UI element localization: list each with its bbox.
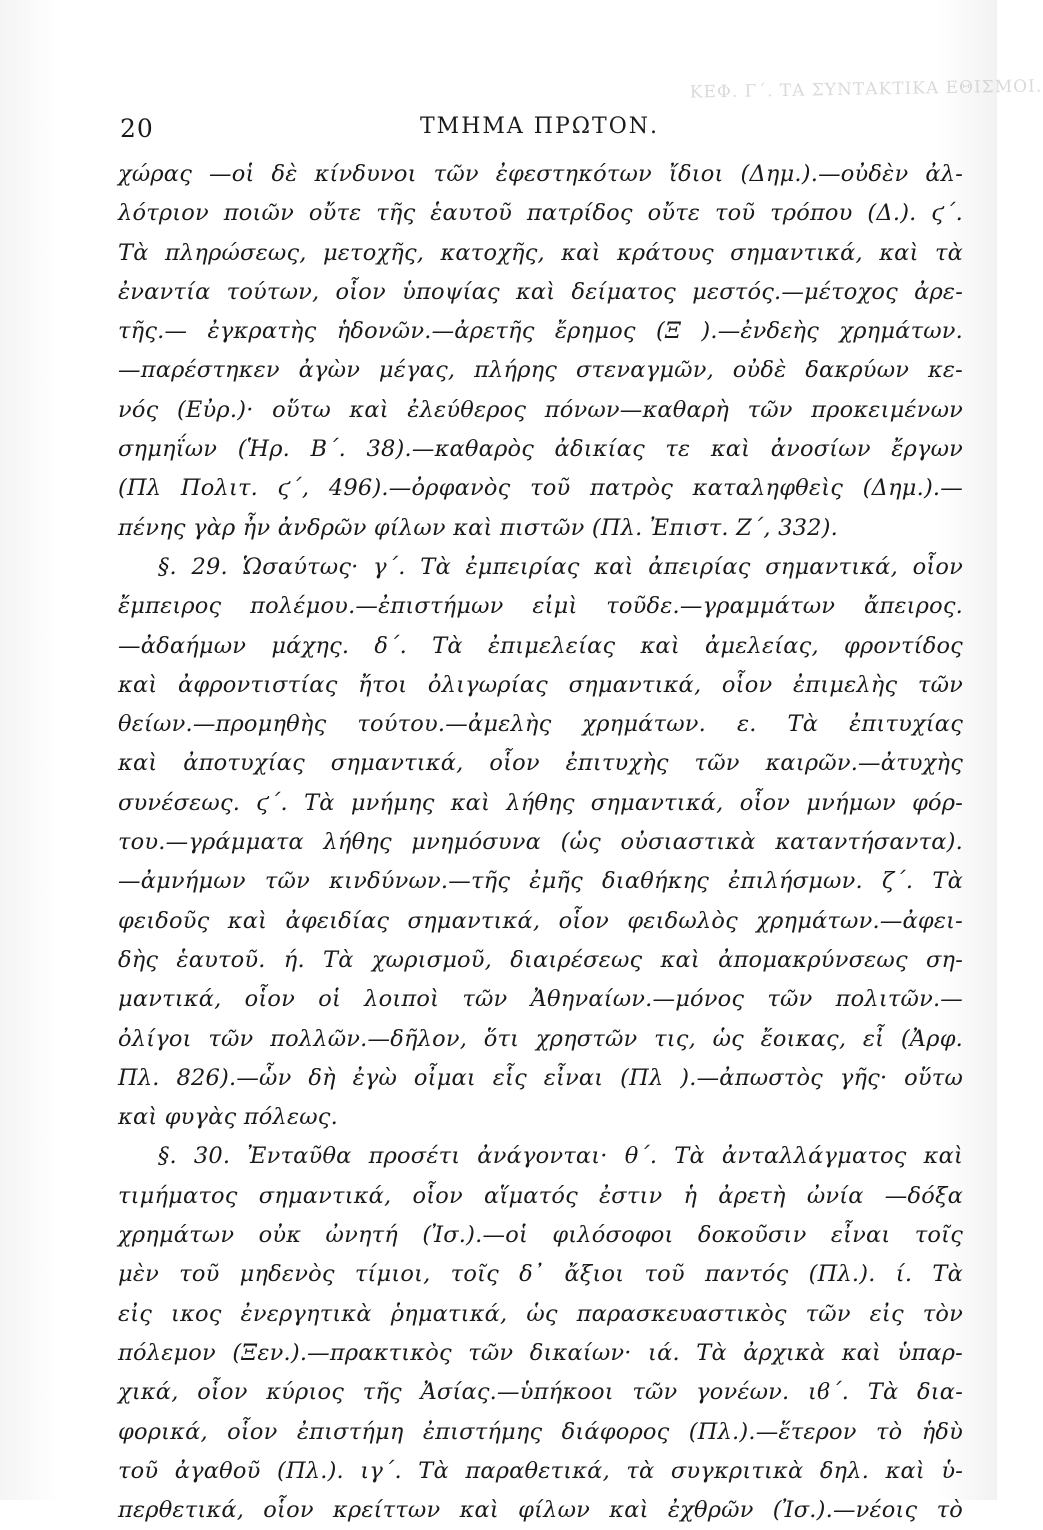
text-line: Πλ. 826).—ὧν δὴ ἐγὼ οἶμαι εἷς εἶναι (Πλ ).—ἀπωστὸς γῆς· οὕτω <box>118 1064 963 1091</box>
text-line: περθετικά, οἷον κρείττων καὶ φίλων καὶ ἐχθρῶν (Ἰσ.).—νέοις τὸ <box>118 1497 963 1524</box>
body-text <box>118 155 963 1530</box>
bleed-through-text: ΚΕΦ. Γ΄. ΤΑ ΣΥΝΤΑΚΤΙΚΑ ΕΘΙΣΜΟΙ. <box>689 76 1043 103</box>
text-line: χώρας —οἱ δὲ κίνδυνοι τῶν ἐφεστηκότων ἴδιοι (Δημ.).—οὐδὲν ἀλ- <box>118 161 963 187</box>
text-line: μὲν τοῦ μηδενὸς τίμιοι, τοῖς δ᾽ ἄξιοι τοῦ παντός (Πλ.). ί. Τὰ <box>118 1261 963 1288</box>
text-line: ὀλίγοι τῶν πολλῶν.—δῆλον, ὅτι χρηστῶν τις, ὡς ἔοικας, εἶ (Ἀρφ. <box>118 1025 963 1052</box>
text-line: πένης γὰρ ἦν ἀνδρῶν φίλων καὶ πιστῶν (Πλ. Ἐπιστ. Ζ΄, 332). <box>118 514 838 541</box>
text-line: του.—γράμματα λήθης μνημόσυνα (ὡς οὐσιαστικὰ καταντήσαντα). <box>118 829 963 856</box>
page-number: 20 <box>120 114 154 143</box>
text-line: φειδοῦς καὶ ἀφειδίας σημαντικά, οἷον φειδωλὸς χρημάτων.—ἀφει- <box>118 907 963 934</box>
text-line: καὶ ἀποτυχίας σημαντικά, οἷον ἐπιτυχὴς τῶν καιρῶν.—ἀτυχὴς <box>118 750 963 777</box>
text-line: φορικά, οἷον ἐπιστήμη ἐπιστήμης διάφορος (Πλ.).—ἕτερον τὸ ἡδὺ <box>118 1418 963 1445</box>
text-line: δὴς ἑαυτοῦ. ή. Τὰ χωρισμοῦ, διαιρέσεως καὶ ἀπομακρύνσεως ση- <box>118 946 963 973</box>
text-line: τοῦ ἀγαθοῦ (Πλ.). ιγ΄. Τὰ παραθετικά, τὰ συγκριτικὰ δηλ. καὶ ὑ- <box>118 1457 963 1484</box>
text-line: §. 29. Ὡσαύτως· γ΄. Τὰ ἐμπειρίας καὶ ἀπειρίας σημαντικά, οἷον <box>158 553 963 580</box>
text-line: εἰς ικος ἐνεργητικὰ ῥηματικά, ὡς παρασκευαστικὸς τῶν εἰς τὸν <box>118 1300 963 1327</box>
text-line: ἔμπειρος πολέμου.—ἐπιστήμων εἰμὶ τοῦδε.—γραμμάτων ἄπειρος. <box>118 593 963 620</box>
text-line: νός (Εὐρ.)· οὕτω καὶ ἐλεύθερος πόνων—καθαρὴ τῶν προκειμένων <box>118 396 963 423</box>
text-line: —ἀμνήμων τῶν κινδύνων.—τῆς ἐμῆς διαθήκης ἐπιλήσμων. ζ΄. Τὰ <box>118 868 963 895</box>
running-title: ΤΜΗΜΑ ΠΡΩΤΟΝ. <box>420 114 659 139</box>
text-line: τῆς.— ἐγκρατὴς ἡδονῶν.—ἀρετῆς ἔρημος (Ξ ).—ἐνδεὴς χρημάτων. <box>118 318 963 345</box>
text-line: (Πλ Πολιτ. ϛ΄, 496).—ὀρφανὸς τοῦ πατρὸς καταληφθεὶς (Δημ.).— <box>118 475 963 502</box>
text-line: καὶ φυγὰς πόλεως. <box>118 1104 338 1131</box>
text-line: τιμήματος σημαντικά, οἷον αἵματός ἐστιν ἡ ἀρετὴ ὠνία —δόξα <box>118 1182 963 1209</box>
text-line: Τὰ πληρώσεως, μετοχῆς, κατοχῆς, καὶ κράτους σημαντικά, καὶ τὰ <box>118 239 963 266</box>
text-line: θείων.—προμηθὴς τούτου.—ἀμελὴς χρημάτων. ε. Τὰ ἐπιτυχίας <box>118 711 963 738</box>
page-header <box>120 108 950 148</box>
text-line: καὶ ἀφροντιστίας ἤτοι ὀλιγωρίας σημαντικά, οἷον ἐπιμελὴς τῶν <box>118 671 963 698</box>
text-line: χρημάτων οὐκ ὠνητή (Ἰσ.).—οἱ φιλόσοφοι δοκοῦσιν εἶναι τοῖς <box>118 1222 963 1249</box>
text-line: —παρέστηκεν ἀγὼν μέγας, πλήρης στεναγμῶν, οὐδὲ δακρύων κε- <box>118 357 963 384</box>
text-line: μαντικά, οἷον οἱ λοιποὶ τῶν Ἀθηναίων.—μόνος τῶν πολιτῶν.— <box>118 986 963 1013</box>
text-line: §. 30. Ἐνταῦθα προσέτι ἀνάγονται· θ΄. Τὰ ἀνταλλάγματος καὶ <box>158 1143 963 1170</box>
text-line: πόλεμον (Ξεν.).—πρακτικὸς τῶν δικαίων· ιά. Τὰ ἀρχικὰ καὶ ὑπαρ- <box>118 1339 963 1366</box>
text-line: σημηΐων (Ἡρ. Β΄. 38).—καθαρὸς ἀδικίας τε καὶ ἀνοσίων ἔργων <box>118 436 963 463</box>
text-line: ἐναντία τούτων, οἷον ὑποψίας καὶ δείματος μεστός.—μέτοχος ἀρε- <box>118 278 963 305</box>
text-line: χικά, οἷον κύριος τῆς Ἀσίας.—ὑπήκοοι τῶν γονέων. ιϐ΄. Τὰ δια- <box>118 1379 963 1406</box>
text-line: —ἀδαήμων μάχης. δ΄. Τὰ ἐπιμελείας καὶ ἀμελείας, φροντίδος <box>118 632 963 659</box>
text-line: συνέσεως. ϛ΄. Τὰ μνήμης καὶ λήθης σημαντικά, οἷον μνήμων φόρ- <box>118 789 963 816</box>
text-line: λότριον ποιῶν οὔτε τῆς ἑαυτοῦ πατρίδος οὔτε τοῦ τρόπου (Δ.). ϛ΄. <box>118 200 963 227</box>
